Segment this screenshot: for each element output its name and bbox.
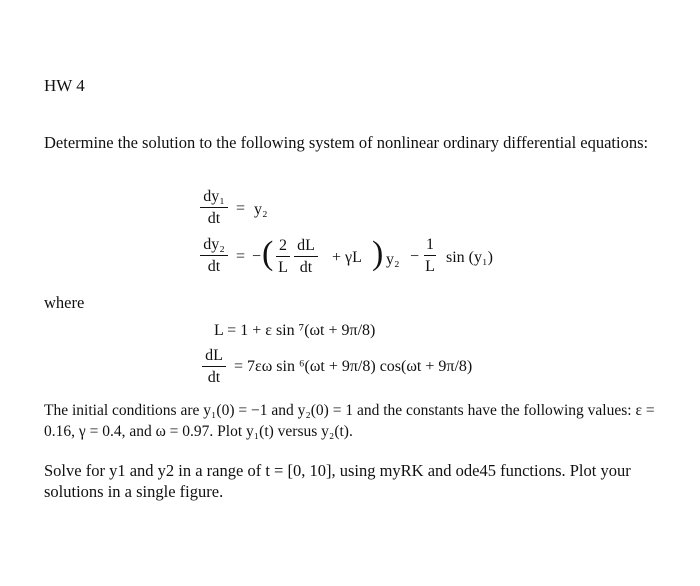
where-label: where [44,293,85,312]
equation-3: L = 1 + ε sin ⁷(ωt + 9π/8) [214,322,376,339]
eq2-frac-dL-dt [294,237,318,277]
eq2-frac-2-over-L [276,237,290,277]
task-instructions: Solve for y1 and y2 in a range of t = [0, 10], using myRK and ode45 functions. Plot your solutions in a single figure. [44,461,631,501]
eq1-lhs-fraction [200,188,228,228]
eq2-lhs-fraction [200,236,228,276]
eq4-rhs: = 7εω sin ⁶(ωt + 9π/8) cos(ωt + 9π/8) [234,358,473,375]
eq1-lhs-numerator: dy₁ [203,188,225,205]
eq2-lhs-numerator: dy₂ [203,236,225,253]
eq4-lhs-denominator: dt [207,369,221,386]
eq2-f1-numerator: 2 [279,237,287,254]
page-title: HW 4 [44,76,85,95]
eq1-lhs-denominator: dt [207,210,221,227]
eq2-f2-numerator: dL [297,237,315,254]
eq2-sin-y1: sin (y₁) [446,249,493,266]
eq2-plus-gamma-L: + γL [332,249,362,266]
eq2-left-paren: ( [262,235,274,272]
eq2-lhs-denominator: dt [207,258,221,275]
eq2-minus: − [252,248,262,265]
eq2-right-paren: ) [372,235,384,272]
eq2-f1-denominator: L [278,259,288,276]
eq4-lhs-numerator: dL [205,347,223,364]
eq2-y2: y₂ [386,251,400,268]
problem-intro: Determine the solution to the following system of nonlinear ordinary differential equations: [44,133,649,152]
eq2-f3-denominator: L [425,258,435,275]
initial-conditions: The initial conditions are y₁(0) = −1 and y₂(0) = 1 and the constants have the following values: ε = 0.16, γ = 0.4, and ω = 0.97. Plot y₁(t) versus y₂(t). [44,402,655,440]
eq2-f2-denominator: dt [299,259,313,276]
eq4-lhs-fraction [202,347,226,387]
eq2-minus-2: − [410,248,420,265]
eq2-frac-1-over-L [424,236,436,276]
eq2-f3-numerator: 1 [426,236,434,253]
eq1-rhs: y₂ [254,201,268,218]
eq2-equals: = [236,248,246,265]
eq1-equals: = [236,200,246,217]
